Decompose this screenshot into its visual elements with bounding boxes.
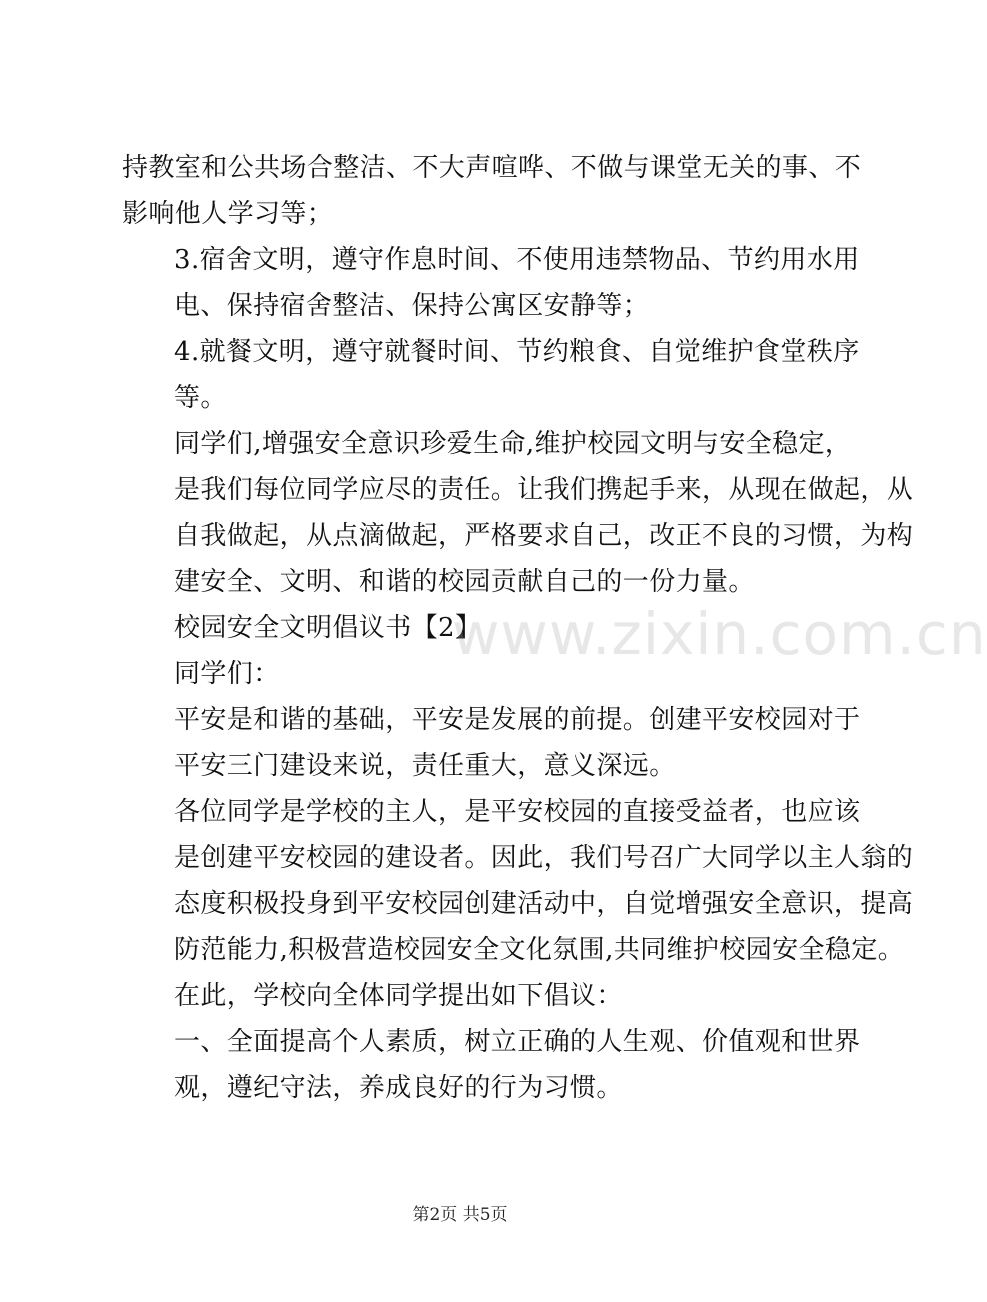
- text-line: 同学们,增强安全意识珍爱生命,维护校园文明与安全稳定，: [174, 429, 852, 459]
- paragraph: [122, 697, 861, 789]
- paragraph: [122, 145, 862, 237]
- text-line: 持教室和公共场合整洁、不大声喧哗、不做与课堂无关的事、不: [122, 153, 862, 183]
- text-line: 防范能力,积极营造校园安全文化氛围,共同维护校园安全稳定。: [174, 935, 905, 965]
- watermark: www.zixin.com.cn: [452, 600, 987, 668]
- text-line: 建安全、文明、和谐的校园贡献自己的一份力量。: [174, 567, 755, 597]
- text-line: 平安三门建设来说，责任重大，意义深远。: [174, 751, 676, 781]
- text-line: 影响他人学习等；: [122, 199, 334, 229]
- text-line: 4.就餐文明，遵守就餐时间、节约粮食、自觉维护食堂秩序: [174, 337, 860, 367]
- text-line: 电、保持宿舍整洁、保持公寓区安静等；: [174, 291, 650, 321]
- text-line: 在此，学校向全体同学提出如下倡议：: [174, 981, 623, 1011]
- text-line: 等。: [174, 383, 227, 413]
- text-line: 平安是和谐的基础，平安是发展的前提。创建平安校园对于: [174, 705, 861, 735]
- text-line: 是创建平安校园的建设者。因此，我们号召广大同学以主人翁的: [174, 843, 914, 873]
- text-line: 校园安全文明倡议书【2】: [174, 613, 482, 643]
- paragraph: [122, 1019, 861, 1111]
- text-line: 自我做起，从点滴做起，严格要求自己，改正不良的习惯，为构: [174, 521, 914, 551]
- paragraph: [122, 237, 860, 329]
- paragraph: [122, 329, 860, 421]
- paragraph: [122, 421, 914, 605]
- page-footer: 第2页 共5页: [412, 1205, 508, 1225]
- text-line: 是我们每位同学应尽的责任。让我们携起手来，从现在做起，从: [174, 475, 914, 505]
- text-line: 一、全面提高个人素质，树立正确的人生观、价值观和世界: [174, 1027, 861, 1057]
- text-line: 态度积极投身到平安校园创建活动中，自觉增强安全意识，提高: [174, 889, 914, 919]
- text-line: 各位同学是学校的主人，是平安校园的直接受益者，也应该: [174, 797, 861, 827]
- text-line: 3.宿舍文明，遵守作息时间、不使用违禁物品、节约用水用: [174, 245, 860, 275]
- paragraph: [122, 789, 914, 1019]
- text-line: 观，遵纪守法，养成良好的行为习惯。: [174, 1073, 623, 1103]
- text-line: 同学们：: [174, 659, 280, 689]
